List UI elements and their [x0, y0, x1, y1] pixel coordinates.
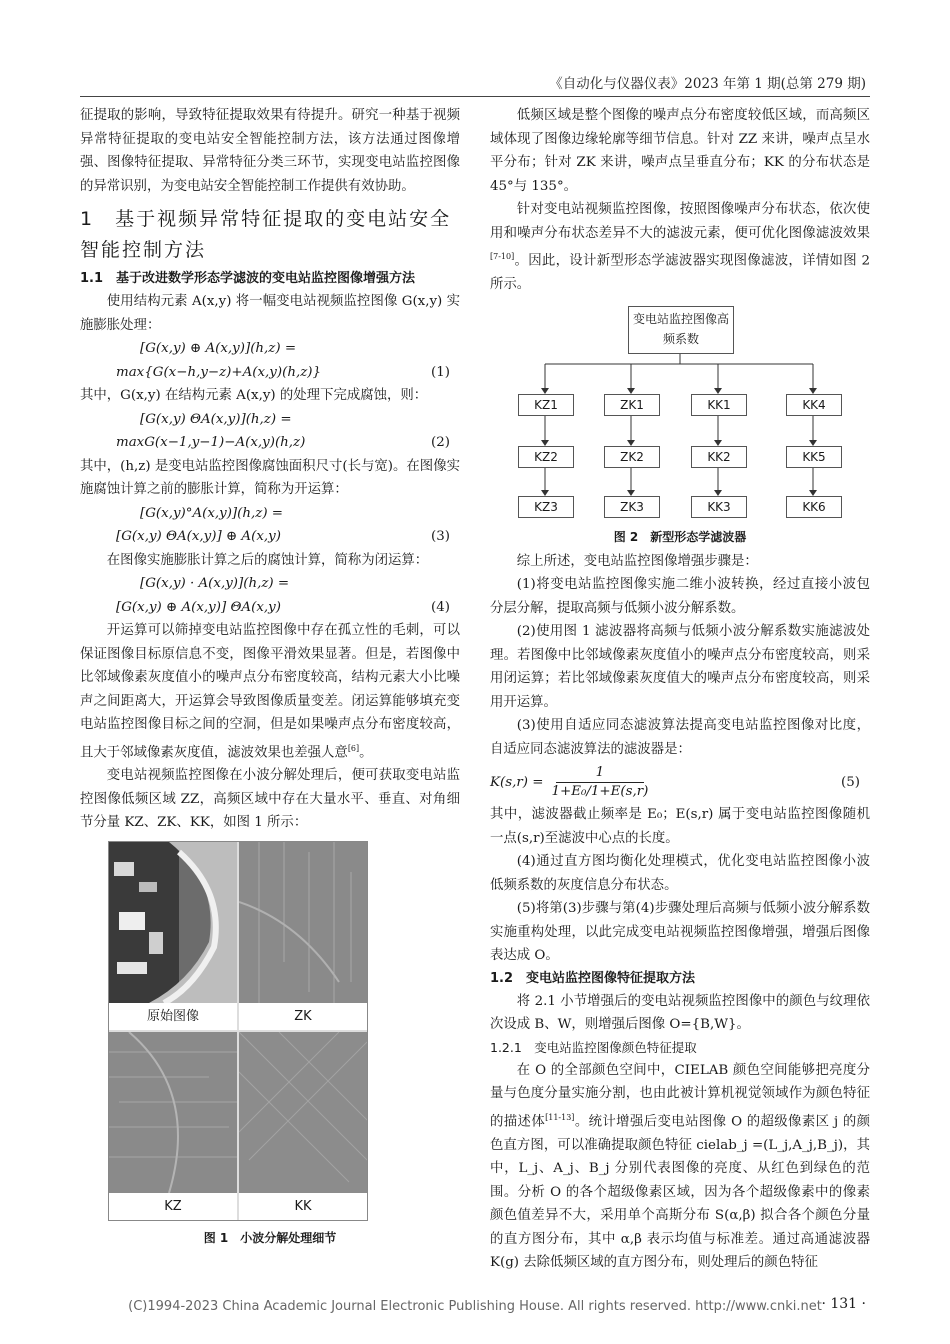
equation-5-fraction — [551, 764, 648, 801]
color-feature-end: 。统计增强后变电站图像 O 的超级像素区 j 的颜色直方图，可以准确提取颜色特征 cielab_j =(L_j,A_j,B_j)，其中，L_j、A_j、B_j 分别代表图像的亮度、从红色到绿色的范围。分析 O 的各个超级像素区域，因为各个超级像素中的像素颜色值差异不大，采用单个高斯分布 S(α,β) 拟合各个颜色分量的直方图分布，其中 α,β 表示均值与标准差。通过高通滤波器 K(g) 去除低频区域的直方图分布，则处理后的颜色特征 — [490, 1114, 870, 1271]
zk-image — [239, 842, 367, 1003]
equation-2-rhs: maxG(x−1,y−1)−A(x,y)(h,z) — [116, 435, 306, 450]
kk-image — [239, 1032, 367, 1193]
copyright-footer: (C)1994-2023 China Academic Journal Electronic Publishing House. All rights reserved. http://www.cnki.net — [128, 1299, 822, 1314]
step-2: (2)使用图 1 滤波器将高频与低频小波分解系数实施滤波处理。若图像中比邻域像素灰度值小的噪声点分布密度较高，则采用闭运算；若比邻域像素灰度值大的噪声点分布密度较高，则采用开运算。 — [490, 624, 870, 710]
figure-2-caption: 图 2 新型形态学滤波器 — [613, 530, 747, 545]
comparison-paragraph — [80, 619, 460, 764]
node-zk1: ZK1 — [604, 394, 660, 416]
node-zk3: ZK3 — [604, 496, 660, 518]
equation-5-lhs: K(s,r) = — [490, 774, 544, 790]
left-column — [80, 104, 460, 1250]
equation-4-rhs: [G(x,y) ⊕ A(x,y)] ΘA(x,y) — [116, 599, 281, 615]
node-kz2: KZ2 — [518, 446, 574, 468]
equation-2-lhs: [G(x,y) ΘA(x,y)](h,z) = — [140, 411, 292, 427]
equation-2-number: (2) — [431, 435, 450, 450]
figure-1-caption: 图 1 小波分解处理细节 — [203, 1230, 337, 1245]
node-zk2: ZK2 — [604, 446, 660, 468]
wavelet-paragraph: 变电站视频监控图像在小波分解处理后，便可获取变电站监控图像低频区域 ZZ，高频区域中存在大量水平、垂直、对角细节分量 KZ、ZK、KK，如图 1 所示： — [80, 768, 460, 831]
closing-paragraph: 在图像实施膨胀计算之后的腐蚀计算，简称为闭运算： — [106, 552, 429, 568]
equation-1-lhs: [G(x,y) ⊕ A(x,y)](h,z) = — [140, 341, 297, 356]
section-1-2-heading: 1.2 变电站监控图像特征提取方法 — [490, 970, 696, 986]
filter-design-text: 针对变电站视频监控图像，按照图像噪声分布状态，依次使用和噪声分布状态差异不大的滤波元素，便可优化图像滤波效果 — [490, 202, 870, 241]
comparison-end: 。 — [359, 744, 373, 760]
comparison-text: 开运算可以筛掉变电站监控图像中存在孤立性的毛刺，可以保证图像目标原信息不变，图像平滑效果显著。但是，若图像中比邻域像素灰度值小的噪声点分布密度较高，结构元素大小比噪声之间距离大，开运算会导致图像质量变差。闭运算能够填充变电站监控图像目标之间的空洞，但是如果噪声点分布密度较高，且大于邻域像素灰度值，滤波效果也差强人意 — [80, 623, 460, 760]
figure-1-label-kz: KZ — [109, 1193, 237, 1220]
equation-2 — [80, 431, 460, 455]
filter-design-end: 。因此，设计新型形态学滤波器实现图像滤波，详情如图 2 所示。 — [490, 253, 870, 292]
node-kk1: KK1 — [691, 394, 747, 416]
equation-5-number: (5) — [841, 774, 860, 790]
node-kz3: KZ3 — [518, 496, 574, 518]
figure-1-original — [109, 842, 237, 1030]
equation-4-lhs: [G(x,y) · A(x,y)](h,z) = — [140, 576, 290, 591]
figure-1-kk — [239, 1032, 367, 1220]
section-1-2-1-heading: 1.2.1 变电站监控图像颜色特征提取 — [490, 1039, 697, 1055]
header-rule — [80, 96, 870, 97]
equation-3-lhs: [G(x,y)°A(x,y)](h,z) = — [140, 505, 284, 521]
figure-1-label-original: 原始图像 — [109, 1003, 237, 1030]
equation-5-body — [490, 764, 648, 801]
section-1-1-heading: 1.1 基于改进数学形态学滤波的变电站监控图像增强方法 — [80, 271, 416, 286]
intro-paragraph: 征提取的影响，导致特征提取效果有待提升。研究一种基于视频异常特征提取的变电站安全智能控制方法，该方法通过图像增强、图像特征提取、异常特征分类三环节，实现变电站监控图像的异常识别，为变电站安全智能控制工作提供有效协助。 — [80, 108, 460, 194]
filter-design-paragraph — [490, 198, 870, 296]
equation-5-denominator: 1+E₀/1+E(s,r) — [551, 783, 649, 799]
figure-1 — [108, 841, 368, 1221]
citation: [11-13] — [545, 1112, 575, 1122]
step-3-explanation: 其中，滤波器截止频率是 E₀；E(s,r) 属于变电站监控图像随机一点(s,r)至滤波中心点的长度。 — [490, 807, 870, 846]
node-kz1: KZ1 — [518, 394, 574, 416]
node-kk2: KK2 — [691, 446, 747, 468]
equation-1 — [80, 361, 460, 385]
equation-3-number: (3) — [431, 529, 450, 544]
step-1: (1)将变电站监控图像实施二维小波转换，经过直接小波包分层分解，提取高频与低频小波分解系数。 — [490, 577, 870, 616]
node-kk6: KK6 — [786, 496, 842, 518]
equation-4 — [80, 596, 460, 620]
dilation-paragraph: 使用结构元素 A(x,y) 将一幅变电站视频监控图像 G(x,y) 实施膨胀处理： — [80, 294, 460, 333]
page-number: · 131 · — [821, 1296, 866, 1312]
original-image — [109, 842, 237, 1003]
equation-4-number: (4) — [431, 599, 450, 615]
high-frequency-node: 变电站监控图像高频系数 — [628, 306, 734, 354]
figure-1-zk — [239, 842, 367, 1030]
equation-3-rhs: [G(x,y) ΘA(x,y)] ⊕ A(x,y) — [116, 529, 281, 544]
running-header: 《自动化与仪器仪表》2023 年第 1 期(总第 279 期) — [549, 76, 866, 92]
equation-1-rhs: max{G(x−h,y−z)+A(x,y)(h,z)} — [116, 364, 322, 380]
citation: [6] — [347, 743, 360, 753]
color-feature-text: 在 O 的全部颜色空间中，CIELAB 颜色空间能够把亮度分量与色度分量实施分割，也由此被计算机视觉领域作为颜色特征的描述体 — [490, 1062, 870, 1130]
node-kk4: KK4 — [786, 394, 842, 416]
step-5: (5)将第(3)步骤与第(4)步骤处理后高频与低频小波分解系数实施重构处理，以此完成变电站视频监控图像增强，增强后图像表达成 O。 — [490, 901, 870, 964]
section-1-heading: 1 基于视频异常特征提取的变电站安全智能控制方法 — [80, 208, 452, 261]
step-4: (4)通过直方图均衡化处理模式，优化变电站监控图像小波低频系数的灰度信息分布状态。 — [490, 854, 870, 893]
node-kk5: KK5 — [786, 446, 842, 468]
citation: [7-10] — [490, 252, 515, 261]
steps-intro: 综上所述，变电站监控图像增强步骤是： — [516, 553, 758, 569]
node-kk3: KK3 — [691, 496, 747, 518]
figure-1-kz — [109, 1032, 237, 1220]
figure-1-label-kk: KK — [239, 1193, 367, 1220]
color-feature-paragraph — [490, 1059, 870, 1275]
equation-5 — [490, 761, 870, 803]
frequency-paragraph: 低频区域是整个图像的噪声点分布密度较低区域，而高频区域体现了图像边缘轮廓等细节信息。针对 ZZ 来讲，噪声点呈水平分布；针对 ZK 来讲，噪声点呈垂直分布；KK 的分布状态是 45°与 135°。 — [490, 108, 870, 194]
feature-paragraph: 将 2.1 小节增强后的变电站视频监控图像中的颜色与纹理依次设成 B、W，则增强后图像 O={B,W}。 — [490, 993, 870, 1033]
equation-5-numerator: 1 — [556, 764, 645, 783]
kz-image — [109, 1032, 237, 1193]
erosion-paragraph: 其中，G(x,y) 在结构元素 A(x,y) 的处理下完成腐蚀，则： — [80, 388, 428, 403]
right-column — [490, 104, 870, 1275]
figure-1-label-zk: ZK — [239, 1003, 367, 1030]
opening-paragraph: 其中，(h,z) 是变电站监控图像腐蚀面积尺寸(长与宽)。在图像实施腐蚀计算之前的膨胀计算，简称为开运算： — [80, 458, 460, 497]
equation-3 — [80, 525, 460, 549]
step-3: (3)使用自适应同态滤波算法提高变电站监控图像对比度，自适应同态滤波算法的滤波器是： — [490, 718, 870, 757]
equation-1-number: (1) — [431, 364, 450, 380]
figure-2 — [490, 304, 870, 520]
